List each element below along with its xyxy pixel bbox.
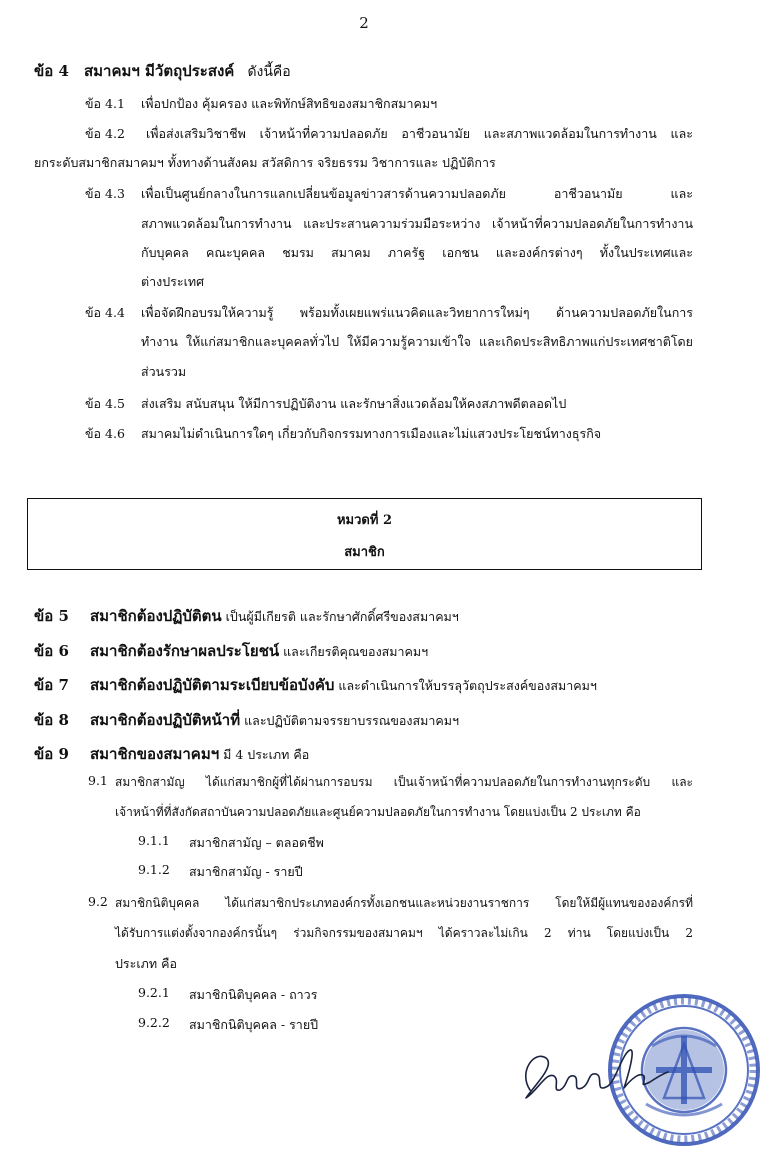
item-4-1-number: ข้อ 4.1	[85, 96, 125, 111]
section-4-heading	[34, 59, 291, 83]
chapter-title: สมาชิก	[344, 545, 385, 560]
item-4-3-line-2: สภาพแวดล้อมในการทำงาน และประสานความร่วมมือระหว่าง เจ้าหน้าที่ความปลอดภัยในการทำงาน	[141, 216, 693, 231]
item-4-3-line-4: ต่างประเทศ	[141, 274, 205, 289]
chapter-box	[27, 498, 702, 570]
section-4-title: สมาคมฯ มีวัตถุประสงค์	[84, 62, 235, 80]
article-7-number: ข้อ 7	[34, 676, 69, 694]
item-4-5-text: ส่งเสริม สนับสนุน ให้มีการปฏิบัติงาน และรักษาสิ่งแวดล้อมให้คงสภาพดีตลอดไป	[141, 396, 567, 411]
item-9-2-2-number: 9.2.2	[138, 1015, 170, 1030]
article-9	[34, 742, 309, 766]
chapter-number: หมวดที่ 2	[336, 513, 393, 528]
item-9-1-2-number: 9.1.2	[138, 862, 170, 877]
article-6	[34, 639, 428, 663]
item-9-1-1-text: สมาชิกสามัญ – ตลอดชีพ	[189, 835, 324, 850]
item-9-1-1-number: 9.1.1	[138, 833, 170, 848]
article-6-number: ข้อ 6	[34, 642, 69, 660]
item-9-2-1-number: 9.2.1	[138, 985, 170, 1000]
item-4-2-line-2: ยกระดับสมาชิกสมาคมฯ ทั้งทางด้านสังคม สวัสดิการ จริยธรรม วิชาการและ ปฏิบัติการ	[34, 155, 496, 170]
article-8	[34, 708, 459, 732]
item-4-4-line-1: เพื่อจัดฝึกอบรมให้ความรู้ พร้อมทั้งเผยแพร่แนวคิดและวิทยาการใหม่ๆ ด้านความปลอดภัยในการ	[141, 305, 693, 320]
page-number: 2	[359, 14, 369, 32]
item-4-2-number: ข้อ 4.2	[85, 126, 125, 141]
article-5-number: ข้อ 5	[34, 607, 69, 625]
article-9-text: มี 4 ประเภท คือ	[219, 747, 310, 762]
article-5	[34, 604, 459, 628]
item-4-4-line-2: ทำงาน ให้แก่สมาชิกและบุคคลทั่วไป ให้มีความรู้ความเข้าใจ และเกิดประสิทธิภาพแก่ประเทศชาติโดย	[141, 334, 693, 349]
article-9-title: สมาชิกของสมาคมฯ	[90, 745, 220, 763]
item-4-3-line-1: เพื่อเป็นศูนย์กลางในการแลกเปลี่ยนข้อมูลข่าวสารด้านความปลอดภัย อาชีวอนามัย และ	[141, 186, 693, 201]
item-4-3-number: ข้อ 4.3	[85, 186, 125, 201]
item-9-2-line-3: ประเภท คือ	[115, 956, 177, 971]
item-4-4-number: ข้อ 4.4	[85, 305, 125, 320]
item-4-5-number: ข้อ 4.5	[85, 396, 125, 411]
section-4-number: ข้อ 4	[34, 62, 69, 80]
article-5-title: สมาชิกต้องปฏิบัติตน	[90, 607, 222, 625]
item-9-1-2-text: สมาชิกสามัญ - รายปี	[189, 864, 303, 879]
item-4-1-text: เพื่อปกป้อง คุ้มครอง และพิทักษ์สิทธิของสมาชิกสมาคมฯ	[141, 96, 438, 111]
section-4-suffix: ดังนี้คือ	[247, 64, 291, 80]
item-9-2-2-text: สมาชิกนิติบุคคล - รายปี	[189, 1017, 319, 1032]
item-9-1-number: 9.1	[88, 773, 108, 788]
item-4-2-line-1: เพื่อส่งเสริมวิชาชีพ เจ้าหน้าที่ความปลอดภัย อาชีวอนามัย และสภาพแวดล้อมในการทำงาน และ	[146, 126, 693, 141]
article-8-number: ข้อ 8	[34, 711, 69, 729]
article-6-title: สมาชิกต้องรักษาผลประโยชน์	[90, 642, 280, 660]
item-4-4-line-3: ส่วนรวม	[141, 364, 187, 379]
item-4-3-line-3: กับบุคคล คณะบุคคล ชมรม สมาคม ภาครัฐ เอกชน และองค์กรต่างๆ ทั้งในประเทศและ	[141, 245, 693, 260]
item-9-2-line-2: ได้รับการแต่งตั้งจากองค์กรนั้นๆ ร่วมกิจกรรมของสมาคมฯ ได้คราวละไม่เกิน 2 ท่าน โดยแบ่งเป็น 2	[115, 926, 693, 940]
item-9-2-1-text: สมาชิกนิติบุคคล - ถาวร	[189, 987, 318, 1002]
item-9-2-line-1: สมาชิกนิติบุคคล ได้แก่สมาชิกประเภทองค์กรทั้งเอกชนและหน่วยงานราชการ โดยให้มีผู้แทนขององค์กรที่	[115, 896, 693, 910]
article-7-title: สมาชิกต้องปฏิบัติตามระเบียบข้อบังคับ	[90, 676, 335, 694]
article-8-text: และปฏิบัติตามจรรยาบรรณของสมาคมฯ	[240, 713, 460, 728]
item-9-1-line-2: เจ้าหน้าที่ที่สังกัดสถาบันความปลอดภัยและศูนย์ความปลอดภัยในการทำงาน โดยแบ่งเป็น 2 ประเภท คือ	[115, 805, 641, 819]
item-4-6-text: สมาคมไม่ดำเนินการใดๆ เกี่ยวกับกิจกรรมทางการเมืองและไม่แสวงประโยชน์ทางธุรกิจ	[141, 426, 602, 441]
article-5-text: เป็นผู้มีเกียรติ และรักษาศักดิ์ศรีของสมาคมฯ	[221, 609, 459, 624]
article-7	[34, 673, 597, 697]
item-9-1-line-1: สมาชิกสามัญ ได้แก่สมาชิกผู้ที่ได้ผ่านการอบรม เป็นเจ้าหน้าที่ความปลอดภัยในการทำงานทุกระดับ และ	[115, 775, 693, 789]
signature-icon	[512, 1032, 672, 1112]
article-9-number: ข้อ 9	[34, 745, 69, 763]
article-8-title: สมาชิกต้องปฏิบัติหน้าที่	[90, 711, 241, 729]
item-4-6-number: ข้อ 4.6	[85, 426, 125, 441]
article-7-text: และดำเนินการให้บรรลุวัตถุประสงค์ของสมาคมฯ	[334, 678, 597, 693]
article-6-text: และเกียรติคุณของสมาคมฯ	[279, 644, 429, 659]
item-9-2-number: 9.2	[88, 894, 108, 909]
